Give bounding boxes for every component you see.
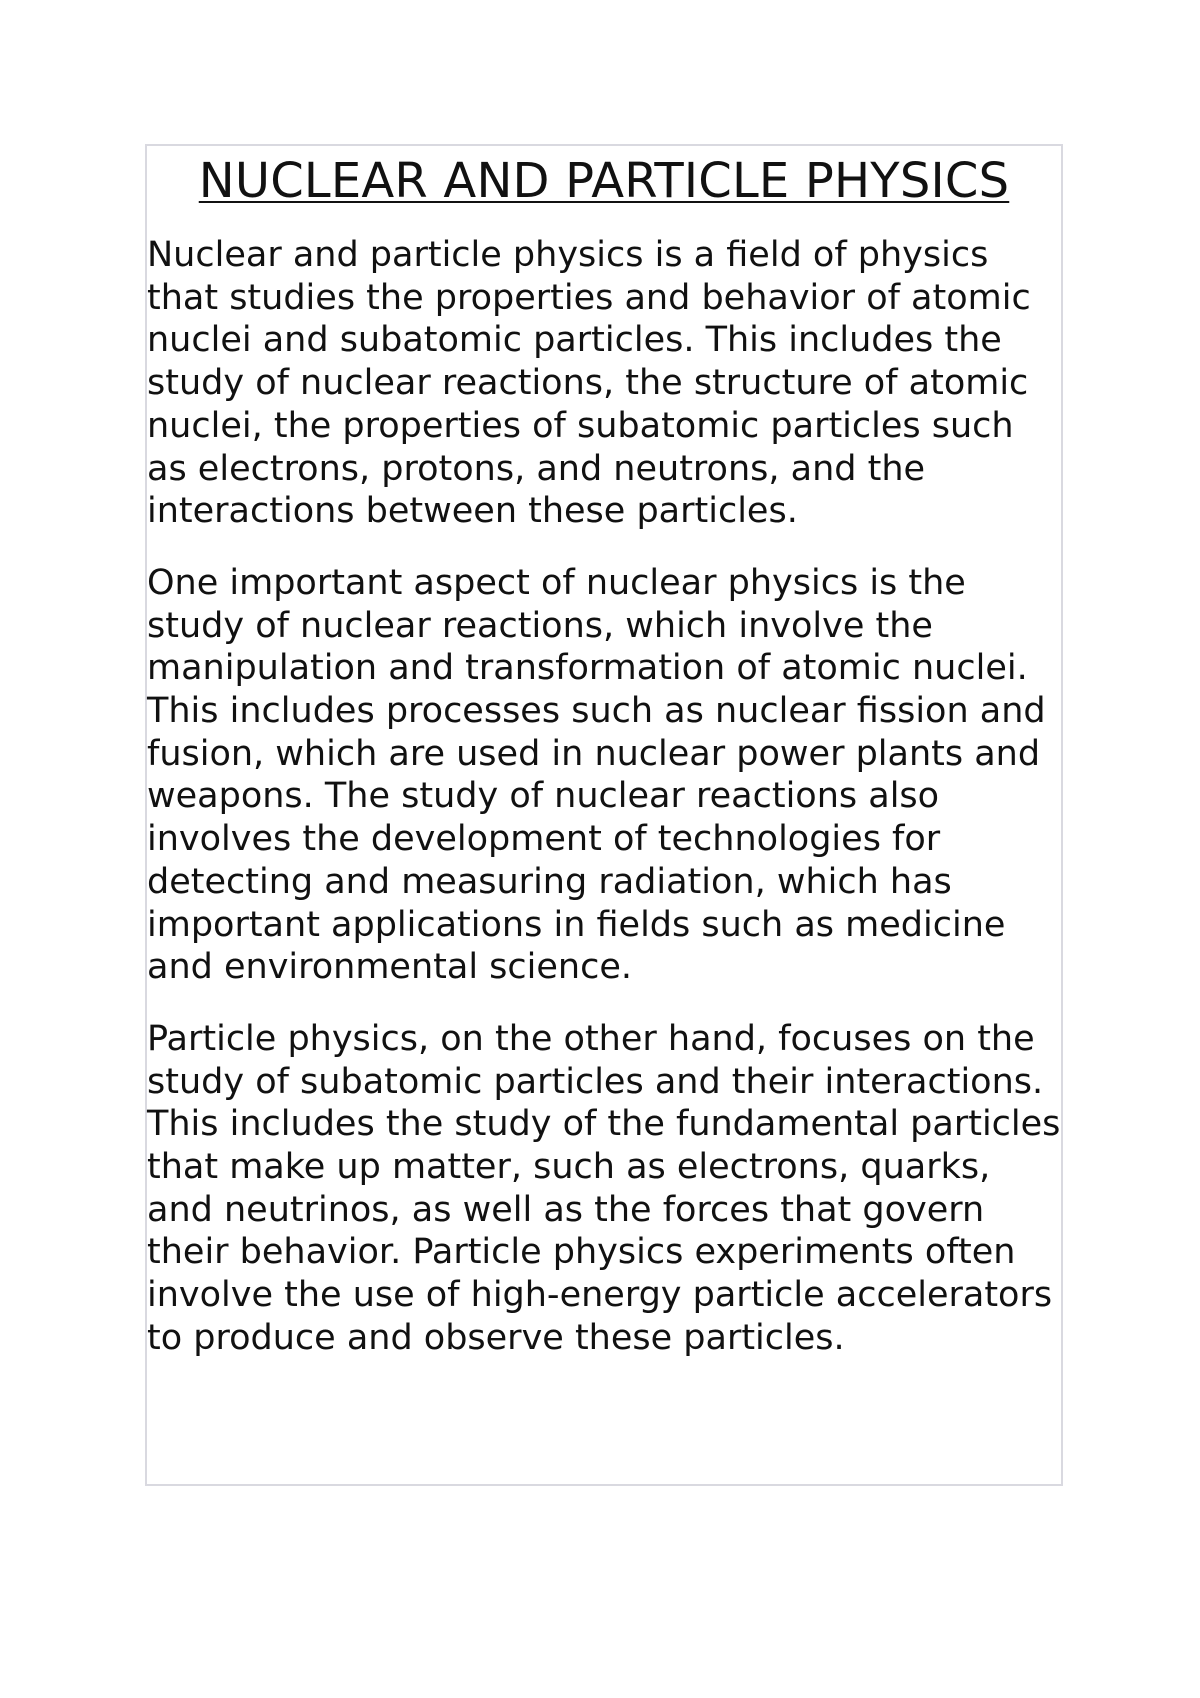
paragraph-nuclear-reactions: One important aspect of nuclear physics is the study of nuclear reactions, which involve the manipulation and transformation of atomic nuclei. This includes processes such as nuclear fission and fusion, which are used in nuclear power plants and weapons. The study of nuclear reactions also involves the development of technologies for detecting and measuring radiation, which has important applications in fields such as medicine and environmental science. (147, 562, 1046, 988)
paragraph-intro: Nuclear and particle physics is a field of physics that studies the properties and behavior of atomic nuclei and subatomic particles. This includes the study of nuclear reactions, the structure of atomic nuclei, the properties of subatomic particles such as electrons, protons, and neutrons, and the interactions between these particles. (147, 235, 1031, 532)
paragraph-particle-physics: Particle physics, on the other hand, focuses on the study of subatomic particles and their interactions. This includes the study of the fundamental particles that make up matter, such as electrons, quarks, and neutrinos, as well as the forces that govern their behavior. Particle physics experiments often involve the use of high-energy particle accelerators to produce and observe these particles. (147, 1018, 1061, 1358)
document-frame (145, 144, 1063, 1486)
document-title: NUCLEAR AND PARTICLE PHYSICS (198, 153, 1010, 209)
